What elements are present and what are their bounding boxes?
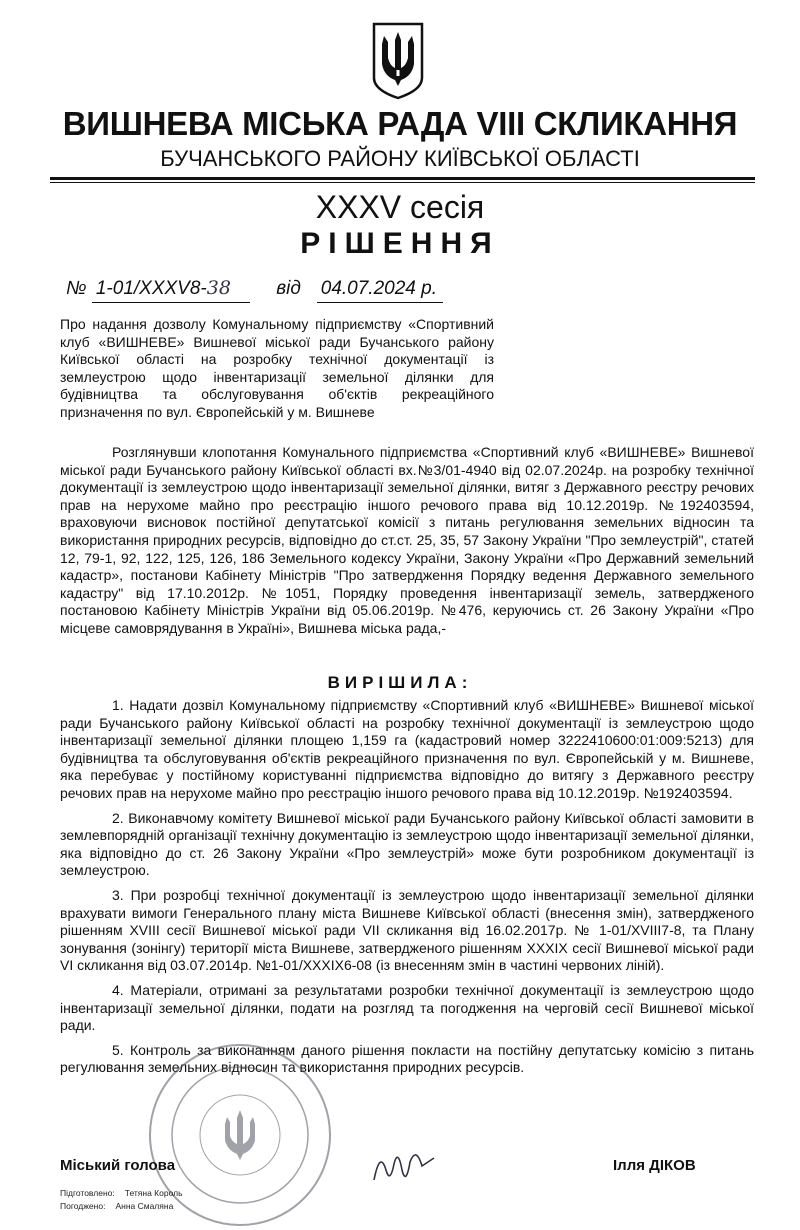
prepared-label: Підготовлено: bbox=[60, 1188, 115, 1198]
decision-number-row bbox=[66, 275, 443, 303]
decision-item: 3. При розробці технічної документації із землеустрою щодо інвентаризації земельної ділянки врахувати вимоги Генерального плану міста Вишневе Київської області (внесення змін), затвердженого рішенням XVIII сесії Вишневої міської ради VII скликання від 16.02.2017р. № 1-01/XVIII7-8, та Плану зонування (зонінгу) території міста Вишневе, затвердженого рішенням XXXIX сесії Вишневої міської ради VI скликання від 03.07.2014р. №1-01/XXXIX6-08 (із внесенням змін в частині червоних ліній). bbox=[60, 886, 754, 974]
agreed-name: Анна Смаляна bbox=[115, 1201, 174, 1211]
decision-item: 4. Матеріали, отримані за результатами розробки технічної документації із землеустрою щодо інвентаризації земельної ділянки, подати на розгляд та погодження на черговій сесії Вишневої міської ради. bbox=[60, 981, 754, 1034]
number-label: № bbox=[66, 278, 87, 299]
date-label: від bbox=[276, 278, 301, 299]
decision-subject: Про надання дозволу Комунальному підприємству «Спортивний клуб «ВИШНЕВЕ» Вишневої міської ради Бучанського району Київської області на розробку технічної документації із землеустрою щодо інвентаризації земельної ділянки для будівництва та обслуговування об'єктів рекреаційного призначення по вул. Європейській у м. Вишневе bbox=[60, 316, 494, 420]
decision-item: 2. Виконавчому комітету Вишневої міської ради Бучанського району Київської області замовити в землевпорядній організації технічну документацію із землеустрою щодо інвентаризації земельної ділянки, яка відповідно до ст. 26 Закону України «Про землеустрій» може бути розробником документації із землеустрою. bbox=[60, 809, 754, 879]
signatory-name: Ілля ДІКОВ bbox=[613, 1157, 696, 1174]
council-name: ВИШНЕВА МІСЬКА РАДА VIII СКЛИКАННЯ bbox=[62, 105, 738, 142]
session-title: XXXV сесія bbox=[315, 189, 485, 225]
preamble-text: Розглянувши клопотання Комунального підприємства «Спортивний клуб «ВИШНЕВЕ» Вишневої міської ради Бучанського району Київської області вх.№3/01-4940 від 02.07.2024р. на розробку технічної документації із землеустрою щодо інвентаризації земельної ділянки, витяг з Державного реєстру речових прав на нерухоме майно про реєстрацію іншого речового права від 10.12.2019р. №192403594, враховуючи висновок постійної депутатської комісії з питань регулювання земельних відносин та використання природних ресурсів, відповідно до ст.ст. 25, 35, 57 Закону України "Про землеустрій", статей 12, 79-1, 92, 122, 125, 126, 186 Земельного кодексу України, Закону України «Про Державний земельний кадастр», постанови Кабінету Міністрів "Про затвердження Порядку ведення Державного земельного кадастру" від 17.10.2012р. №1051, Порядку проведення інвентаризації земель, затвердженого постановою Кабінету Міністрів України від 05.06.2019р. №476, керуючись ст. 26 Закону України «Про місцеве самоврядування в Україні», Вишнева міська рада,- bbox=[60, 444, 754, 636]
decision-items bbox=[60, 697, 754, 1084]
signature-title: Міський голова bbox=[60, 1157, 176, 1174]
prepared-block bbox=[60, 1187, 183, 1213]
decision-number: 1-01/XXXV8-38 bbox=[92, 275, 250, 303]
tryzub-emblem-icon bbox=[370, 20, 426, 100]
document-type: РІШЕННЯ bbox=[300, 227, 500, 260]
decided-heading: ВИРІШИЛА: bbox=[327, 673, 473, 692]
district-name: БУЧАНСЬКОГО РАЙОНУ КИЇВСЬКОЇ ОБЛАСТІ bbox=[160, 146, 640, 171]
decision-date: 04.07.2024 р. bbox=[317, 276, 443, 303]
handwritten-signature-icon bbox=[370, 1140, 440, 1190]
prepared-name: Тетяна Король bbox=[124, 1188, 183, 1198]
decision-item: 5. Контроль за виконанням даного рішення покласти на постійну депутатську комісію з питань регулювання земельних відносин та використання природних ресурсів. bbox=[60, 1041, 754, 1076]
preamble bbox=[60, 444, 754, 638]
decision-item: 1. Надати дозвіл Комунальному підприємству «Спортивний клуб «ВИШНЕВЕ» Вишневої міської ради Бучанського району Київської області на розробку технічної документації із землеустрою щодо інвентаризації земельної ділянки площею 1,159 га (кадастровий номер 3222410600:01:009:5213) для будівництва та обслуговування об'єктів рекреаційного призначення по вул. Європейській у м. Вишневе, яка перебуває у постійному користуванні підприємства відповідно до витягу з Державного реєстру речових прав на нерухоме майно про реєстрацію іншого речового права від 10.12.2019р. №192403594. bbox=[60, 697, 754, 801]
decision-number-handwritten: 38 bbox=[206, 277, 231, 299]
agreed-label: Погоджено: bbox=[60, 1201, 106, 1211]
header-divider bbox=[50, 177, 755, 183]
